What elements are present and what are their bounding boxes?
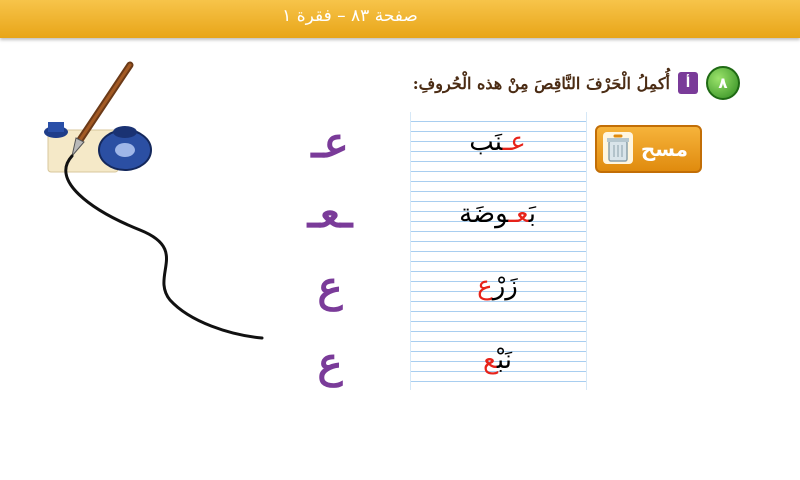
page-title: صفحة ٨٣ – فقرة ١ bbox=[282, 6, 418, 26]
letter-option-isolated[interactable]: ع bbox=[317, 338, 343, 387]
missing-letter: ع bbox=[483, 345, 497, 375]
pen-and-ink-icon bbox=[30, 60, 270, 350]
exercise-part-badge: أ bbox=[678, 72, 698, 94]
word-3[interactable]: زَرْع bbox=[477, 271, 518, 301]
exercise-instruction bbox=[413, 66, 740, 100]
missing-letter: ع bbox=[477, 271, 493, 301]
letter-option-final[interactable]: ع bbox=[317, 262, 343, 311]
word-1[interactable]: عـنَب bbox=[469, 127, 526, 157]
missing-letter: عـ bbox=[502, 127, 526, 157]
header-bar bbox=[0, 0, 800, 38]
letter-option-medial[interactable]: ـعـ bbox=[307, 188, 353, 237]
erase-button-label: مسح bbox=[640, 137, 688, 161]
erase-icon bbox=[603, 132, 633, 164]
instruction-text: أُكمِلُ الْحَرْفَ النَّاقِصَ مِنْ هذه الْحُروفِ: bbox=[412, 73, 670, 93]
word-2[interactable]: بَعـوضَة bbox=[459, 199, 536, 229]
erase-button[interactable] bbox=[595, 125, 702, 173]
letter-option-initial[interactable]: عـ bbox=[311, 118, 349, 167]
exercise-number-badge: ٨ bbox=[706, 66, 740, 100]
missing-letter: عـ bbox=[508, 199, 529, 229]
word-4[interactable]: نَبْع bbox=[483, 345, 512, 375]
